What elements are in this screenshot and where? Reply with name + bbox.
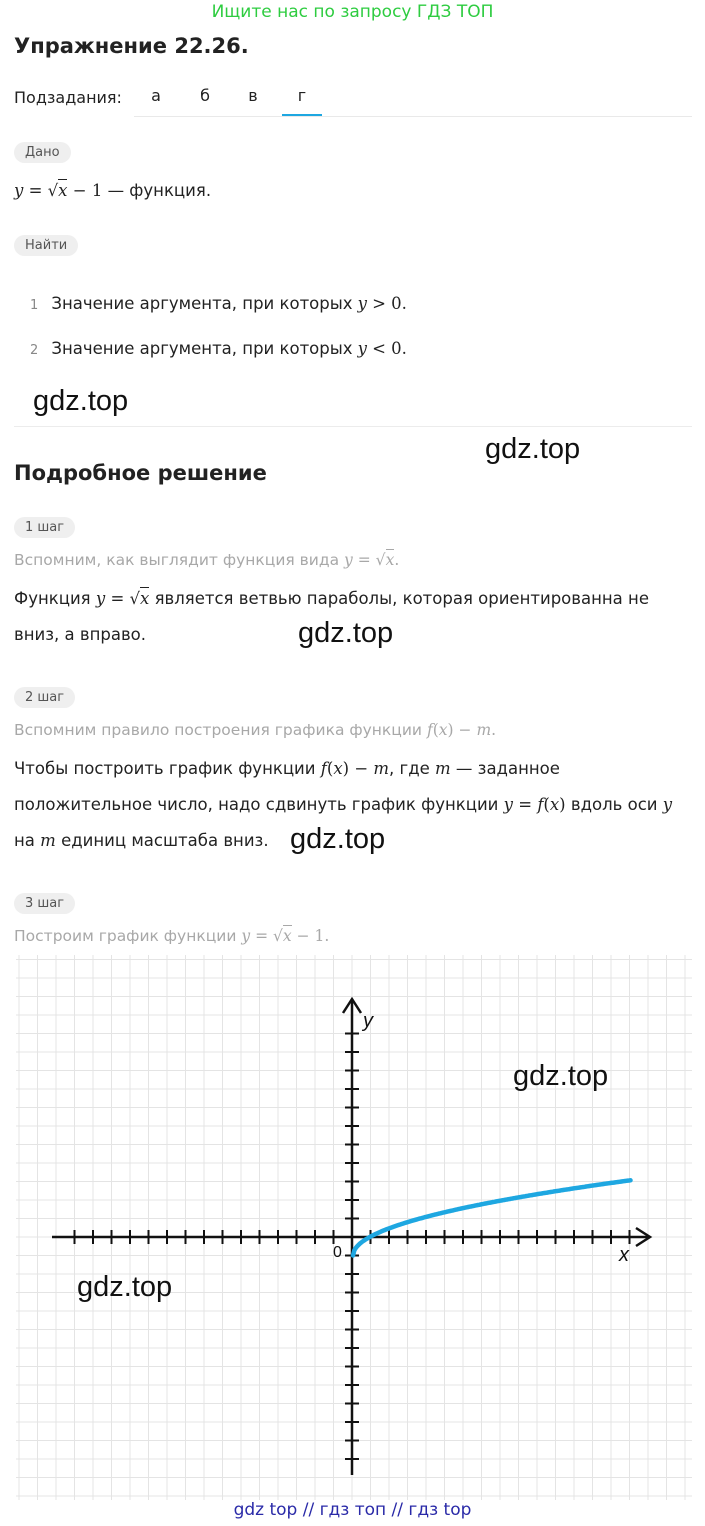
var-m: m	[435, 759, 451, 778]
var-y: y	[357, 339, 367, 358]
find-item-text: Значение аргумента, при которых	[51, 339, 353, 358]
var-y: y	[662, 795, 673, 814]
given-chip: Дано	[14, 142, 71, 163]
watermark: gdz.top	[298, 617, 394, 649]
step2-line3	[14, 831, 269, 850]
text-part: является ветвью параболы, которая ориентированна не	[154, 589, 649, 608]
minus: −	[296, 927, 310, 945]
watermark: gdz.top	[77, 1271, 173, 1303]
given-tail: — функция.	[107, 181, 212, 200]
minus: −	[354, 759, 369, 778]
step1-line1: Функция y = √x является ветвью параболы, которая ориентированна не	[14, 589, 649, 608]
watermark: gdz.top	[290, 823, 386, 855]
hint-text: Вспомним, как выглядит функция вида	[14, 551, 340, 569]
watermark: gdz.top	[33, 385, 129, 417]
var-y: y	[241, 927, 251, 945]
var-y: y	[344, 551, 353, 569]
const-one: 1	[314, 927, 325, 945]
var-f: f	[426, 721, 433, 739]
var-m: m	[476, 721, 492, 739]
hint-text: Вспомним правило построения графика функции	[14, 721, 422, 739]
var-y: y	[95, 589, 106, 608]
step1-hint: Вспомним, как выглядит функция вида y = √x.	[14, 551, 400, 569]
var-m: m	[373, 759, 390, 778]
step2-line2: положительное число, надо сдвинуть график функции y = f(x) вдоль оси y	[14, 795, 673, 814]
var-x: x	[385, 551, 395, 569]
var-x: x	[140, 589, 150, 608]
y-axis-label: y	[363, 1010, 373, 1032]
subtasks-label: Подзадания:	[14, 88, 122, 107]
tab-v[interactable]: в	[248, 86, 258, 105]
var-f: f	[320, 759, 327, 778]
tab-a[interactable]: а	[151, 86, 161, 105]
var-f: f	[537, 795, 544, 814]
sqrt-curve	[353, 1180, 631, 1255]
text-part: единиц масштаба вниз.	[61, 831, 269, 850]
step1-line2: вниз, а вправо.	[14, 625, 147, 644]
var-y: y	[357, 294, 367, 313]
text-part: — заданное	[455, 759, 560, 778]
var-x: x	[438, 721, 448, 739]
solution-title: Подробное решение	[14, 461, 267, 485]
tab-b[interactable]: б	[200, 86, 210, 105]
text-part: , где	[389, 759, 430, 778]
minus: −	[72, 181, 87, 200]
step2-chip: 2 шаг	[14, 687, 75, 708]
x-axis-label: x	[619, 1244, 629, 1266]
divider	[14, 426, 692, 427]
relation: > 0.	[372, 294, 407, 313]
relation: < 0.	[372, 339, 407, 358]
find-item-number: 1	[30, 298, 39, 313]
origin-label: 0	[333, 1244, 342, 1261]
equals: =	[357, 551, 371, 569]
exercise-title: Упражнение 22.26.	[14, 34, 249, 58]
hint-text: Построим график функции	[14, 927, 237, 945]
watermark: gdz.top	[485, 433, 581, 465]
equals: =	[110, 589, 125, 608]
find-chip: Найти	[14, 235, 78, 256]
step1-chip: 1 шаг	[14, 517, 75, 538]
equals: =	[28, 181, 43, 200]
watermark: gdz.top	[513, 1060, 609, 1092]
step3-hint: Построим график функции y = √x − 1.	[14, 927, 330, 945]
find-item-number: 2	[30, 343, 39, 358]
text-part: на	[14, 831, 35, 850]
var-x: x	[282, 927, 292, 945]
text-part: положительное число, надо сдвинуть график функции	[14, 795, 499, 814]
var-x: x	[333, 759, 343, 778]
footer-links[interactable]: gdz top // гдз топ // гдз top	[233, 1500, 472, 1520]
text-part: вдоль оси	[570, 795, 658, 814]
function-graph	[16, 955, 692, 1500]
step3-chip: 3 шаг	[14, 893, 75, 914]
var-y: y	[503, 795, 513, 814]
equals: =	[255, 927, 269, 945]
var-x: x	[549, 795, 560, 814]
tab-g[interactable]: г	[282, 78, 322, 116]
step2-line1: Чтобы построить график функции f(x) − m, где m — заданное	[14, 759, 560, 778]
promo-banner[interactable]: Ищите нас по запросу ГДЗ ТОП	[211, 2, 494, 22]
minus: −	[458, 721, 472, 739]
var-m: m	[40, 831, 56, 850]
grid	[16, 955, 692, 1500]
subtask-tabs	[134, 78, 692, 117]
equals: =	[518, 795, 533, 814]
given-formula: y = √x − 1 — функция.	[14, 181, 212, 200]
find-item	[30, 294, 407, 313]
const-one: 1	[91, 181, 103, 200]
find-item-text: Значение аргумента, при которых	[51, 294, 353, 313]
text-part: Функция	[14, 589, 91, 608]
var-y: y	[14, 181, 24, 200]
step2-hint: Вспомним правило построения графика функции f(x) − m.	[14, 721, 497, 739]
text-part: Чтобы построить график функции	[14, 759, 316, 778]
var-x: x	[58, 181, 68, 200]
find-item	[30, 339, 407, 358]
